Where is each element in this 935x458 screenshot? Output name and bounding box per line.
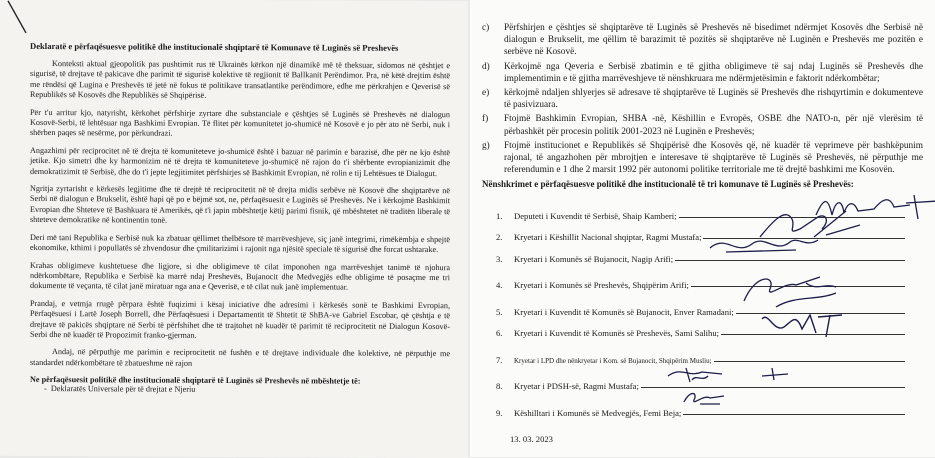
list-item: d) Kërkojmë nga Qeveria e Serbisë zbatimin e të gjitha obligimeve të saj ndaj Luginës së Preshevës dhe implementimin e të gjitha marrëveshjeve të nënshkruara me ndërmjetësimin e faktorit ndërkombëtar; xyxy=(482,61,923,84)
list-item: e) kërkojmë ndaljen shlyerjes së adresave të shqiptarëve të Luginës së Preshevës dhe rishqyrtimin e dokumenteve të pasivizuara. xyxy=(482,88,923,111)
paragraph: Ngritja zyrtarisht e kërkesës legjitime dhe të drejtë të reciprocitetit në të drejta midis serbëve në Kosovë dhe shqiptarëve në Serbi në dialogun e Brukselit, është hapi që po e bëjmë sot, ne, përfaqësuesit e Luginës së Preshevës. Ne i kërkojmë Bashkimit Evropian dhe Shteteve të Bashkuara të Amerikës, që t'i japin mbështetje këtij parimi fisnik, që mbështetet në traditën liberale të shteteve demokratike në kontinentin tonë. xyxy=(30,183,450,225)
paragraph: Për t'u arritur kjo, natyrisht, kërkohet përfshirje zyrtare dhe substanciale e çështjes së Luginës së Preshevës në dialogun Kosovë-Serbi, të lehtësuar nga Bashkimi Evropian. Të flitet për komunitetet jo-shumicë në Kosovë e jo për ato në Serbi, nuk i shërben paqes së nesërme, por përkundrazi. xyxy=(30,107,450,139)
bullet-item: - Deklaratës Universale për të drejtat e Njeriu xyxy=(44,384,196,394)
signature-row: 4. Kryetari i Komunës së Preshevës, Shqipërim Arifi; xyxy=(496,269,923,291)
signatures-title: Nënshkrimet e përfaqësuesve politikë dhe institucionalë të tri komunave të Luginës së Preshevës: xyxy=(482,179,854,190)
signature-row: 6. Kryetari i Kuvendit të Komunës së Preshevës, Sami Salihu; xyxy=(496,317,923,339)
paragraph: Andaj, në përputhje me parimin e reciprocitetit në fushën e të drejtave individuale dhe kolektive, në përputhje me standardet ndërkombëtare të zbatueshme në rajon xyxy=(30,347,450,368)
demands-list xyxy=(482,22,923,176)
signature-row: 5. Kryetari i Kuvendit të Komunës së Bujanocit, Enver Ramadani; xyxy=(496,295,923,317)
handwritten-signature xyxy=(736,271,846,311)
handwritten-signature xyxy=(758,309,848,339)
paragraph: Konteksti aktual gjeopolitik pas pushtimit rus të Ukrainës kërkon një dinamikë më të theksuar, sidomos në çështjet e sigurisë, të drejtave të pakicave dhe parimit të sigurisë kolektive të regjionit të Ballkanit Perëndimor. Pra, në këtë drejtim është me rëndësi që Lugina e Preshevës të jetë në fokus të politikave transatlantike perëndimore, edhe me përkrahjen e Qeverisë së Republikës së Kosovës dhe Republikës së Shqipërisë. xyxy=(30,59,450,101)
paragraph: Krahas obligimeve kushtetuese dhe ligjore, si dhe obligimeve të cilat imponohen nga marrëveshjet tanimë të njohura ndërkombëtare, Republika e Serbisë ka marrë ndaj Preshevës, Bujanocit dhe Medvegjës edhe obligime të posaçme me tri dokumente të veçanta, të cilat janë miratuar nga ana e Qeverisë, e të cilat nuk janë implementuar. xyxy=(30,260,450,292)
signature-row: 3. Kryetari i Komunës së Bujanocit, Nagip Arifi; xyxy=(496,242,923,264)
signature-row: 7. Kryetar i LPD dhe nënkryetar i Kom. së Bujanocit, Shqipërim Musliu; xyxy=(496,343,923,365)
pen-stroke-mark xyxy=(4,0,34,39)
signature-row: 9. Këshilltari i Komunës së Medvegjës, Femi Beja; xyxy=(496,396,923,418)
signature-row: 2. Kryetari i Këshillit Nacional shqiptar, Ragmi Mustafa; xyxy=(496,221,923,243)
paragraph: Angazhimi për reciprocitet në të drejta të komuniteteve jo-shumicë është i bazuar në parimin e barazisë, dhe për ne kjo është jetike. Kjo simetri dhe ky harmonizim në të drejta të komuniteteve jo-shumicë në rajon do t'i shërbente evropianizimit dhe demokratizimit të Serbisë, dhe do t'i jepte legjitimitet përfshirjes së Bashkimit Evropian, në rolin e tij Lehtësues të Dialogut. xyxy=(30,145,450,178)
right-document-page xyxy=(470,0,935,457)
declaration-title: Deklaratë e përfaqësuesve politikë dhe institucionalë shqiptarë të Komunave të Luginës së Preshevës xyxy=(30,40,399,53)
signature-row: 8. Kryetar i PDSH-së, Ragmi Mustafa; xyxy=(496,370,923,392)
list-item: c) Përfshirjen e çështjes së shqiptarëve të Luginës së Preshevës në bisedimet ndërmjet Kosovës dhe Serbisë në dialogun e Brukselit, me qëllim të barazimit të pozitës së shqiptarëve në Luginën e Preshevës me pozitën e serbëve në Kosovë. xyxy=(482,23,923,58)
handwritten-signature xyxy=(706,230,826,260)
handwritten-signature xyxy=(662,364,802,384)
paragraph: Deri më tani Republika e Serbisë nuk ka zbatuar qëllimet thelbësore të marrëveshjeve, siç janë integrimi, rimëkëmbja e shpejtë ekonomike, kthimi i popullatës së zhvendosur dhe çmilitarizimi i rajonit nga njësitë speciale të sigurisë dhe forcat ushtarake. xyxy=(30,232,450,255)
support-subtitle: Ne përfaqësuesit politikë dhe institucionalë shqiptarë të Luginës së Preshevës në mbështetje të: xyxy=(30,375,361,386)
signature-row: 1. Deputeti i Kuvendit të Serbisë, Shaip Kamberi; xyxy=(496,199,923,221)
document-date: 13. 03. 2023 xyxy=(510,433,553,444)
list-item: g) Ftojmë institucionet e Republikës së Shqipërisë dhe Kosovës që, në kuadër të veprimeve për bashkëpunim rajonal, të angazhohen për mbrojtjen e interesave të shqiptarëve të Luginës së Preshevës, në përputhje me referendumin e 1 dhe 2 marsit 1992 për autonomi politike territoriale me të drejtë bashkimi me Kosovën. xyxy=(482,140,923,176)
list-item: f) Ftojmë Bashkimin Evropian, SHBA -në, Këshillin e Evropës, OSBE dhe NATO-n, për një vlerësim të përbashkët për procesin politik 2001-2023 në Luginën e Preshevës; xyxy=(482,114,923,137)
paragraph: Prandaj, e vetmja rrugë përpara është fuqizimi i kësaj iniciative dhe adresimi i kërkesës sonë te Bashkimi Evropian, Përfaqësuesi i Lartë Joseph Borrell, dhe Përfaqësuesi i Departamentit të Shtetit të ShBA-ve Gabriel Escobar, që çështja e të drejtave të pakicës shqiptare në Serbi të përfshihet dhe të trajtohet në kuadër të parimit të reciprocitetit në Dialogun Kosovë-Serbi dhe në kuadër të Propozimit franko-gjerman. xyxy=(30,298,450,340)
handwritten-signature xyxy=(680,388,730,408)
